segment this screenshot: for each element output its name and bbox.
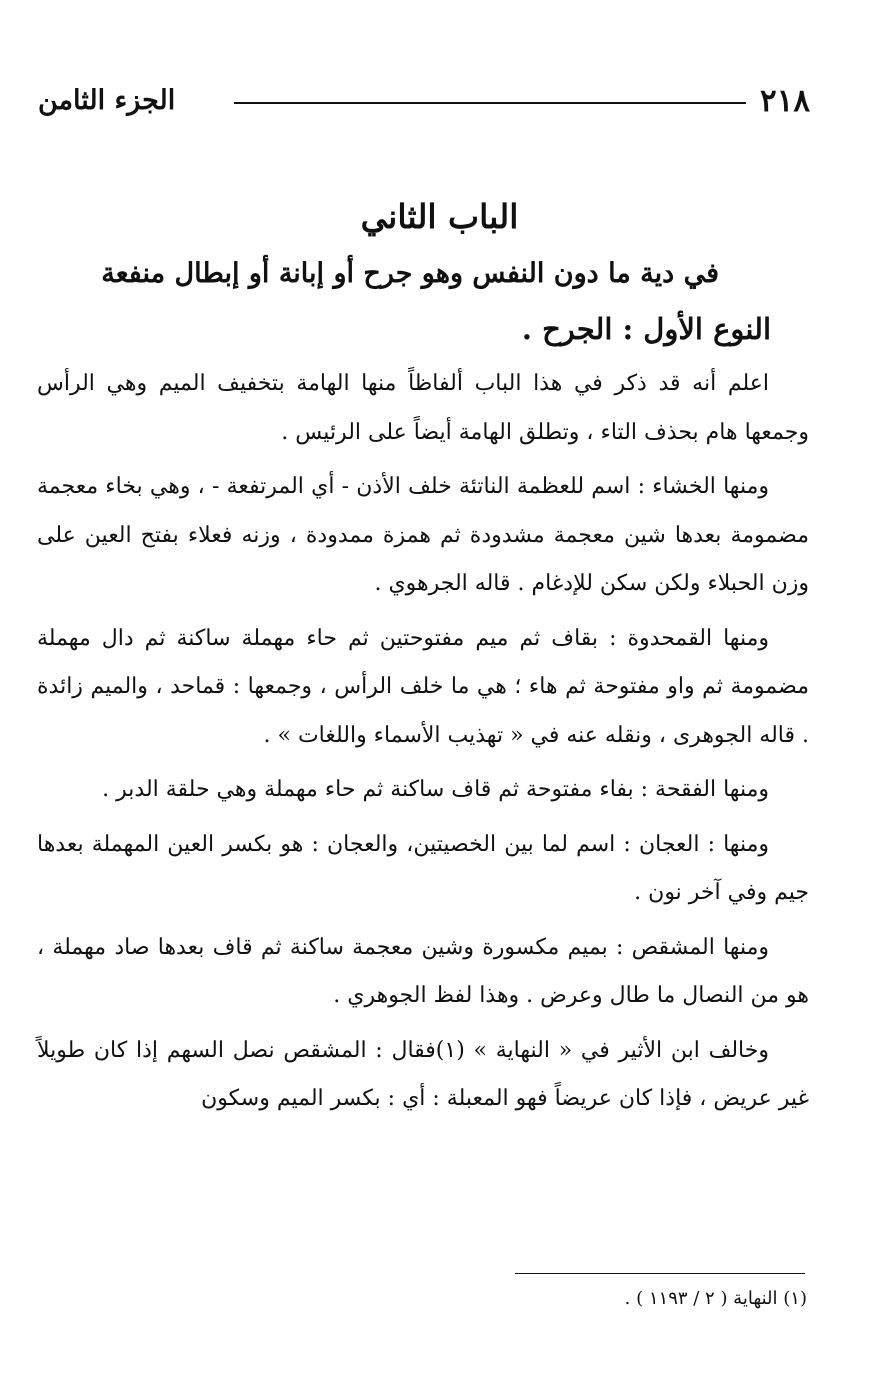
paragraph: وخالف ابن الأثير في « النهاية » (١)فقال : المشقص نصل السهم إذا كان طويلاً غير عريض ، فإذا كان عريضاً فهو المعبلة : أي : بكسر الميم وسكون [37,1037,809,1111]
paragraph: ومنها القمحدوة : بقاف ثم ميم مفتوحتين ثم حاء مهملة ساكنة ثم دال مهملة مضمومة ثم واو مفتوحة ثم هاء ؛ هي ما خلف الرأس ، وجمعها : قماحد ، والميم زائدة . قاله الجوهرى ، ونقله عنه في « تهذيب الأسماء واللغات » . [37,625,809,748]
chapter-subtitle: في دية ما دون النفس وهو جرح أو إبانة أو إبطال منفعة [101,258,719,289]
paragraph: ومنها الفقحة : بفاء مفتوحة ثم قاف ساكنة ثم حاء مهملة وهي حلقة الدبر . [102,777,769,802]
paragraph: ومنها الخشاء : اسم للعظمة الناتئة خلف الأذن - أي المرتفعة - ، وهي بخاء معجمة مضمومة بعدها شين معجمة مشدودة ثم همزة ممدودة ، وزنه فعلاء بفتح العين على وزن الحبلاء ولكن سكن للإدغام . قاله الجرهوي . [37,474,809,596]
paragraph: ومنها : العجان : اسم لما بين الخصيتين، والعجان : هو بكسر العين المهملة بعدها جيم وفي آخر نون . [37,831,809,905]
footnote-rule [515,1273,805,1274]
paragraph: اعلم أنه قد ذكر في هذا الباب ألفاظاً منها الهامة بتخفيف الميم وهي الرأس وجمعها هام بحذف التاء ، وتطلق الهامة أيضاً على الرئيس . [37,371,809,445]
page-header [38,78,810,128]
chapter-title: الباب الثاني [360,197,519,236]
footnote: (١) النهاية ( ٢ / ١١٩٣ ) . [624,1288,807,1309]
paragraph: ومنها المشقص : بميم مكسورة وشين معجمة ساكنة ثم قاف بعدها صاد مهملة ، هو من النصال ما طال وعرض . وهذا لفظ الجوهري . [37,934,809,1008]
section-heading: النوع الأول : الجرح . [521,312,771,346]
header-rule [234,102,746,104]
body-text [37,360,809,1130]
book-part-label: الجزء الثامن [38,85,176,116]
page-number: ٢١٨ [760,83,810,119]
